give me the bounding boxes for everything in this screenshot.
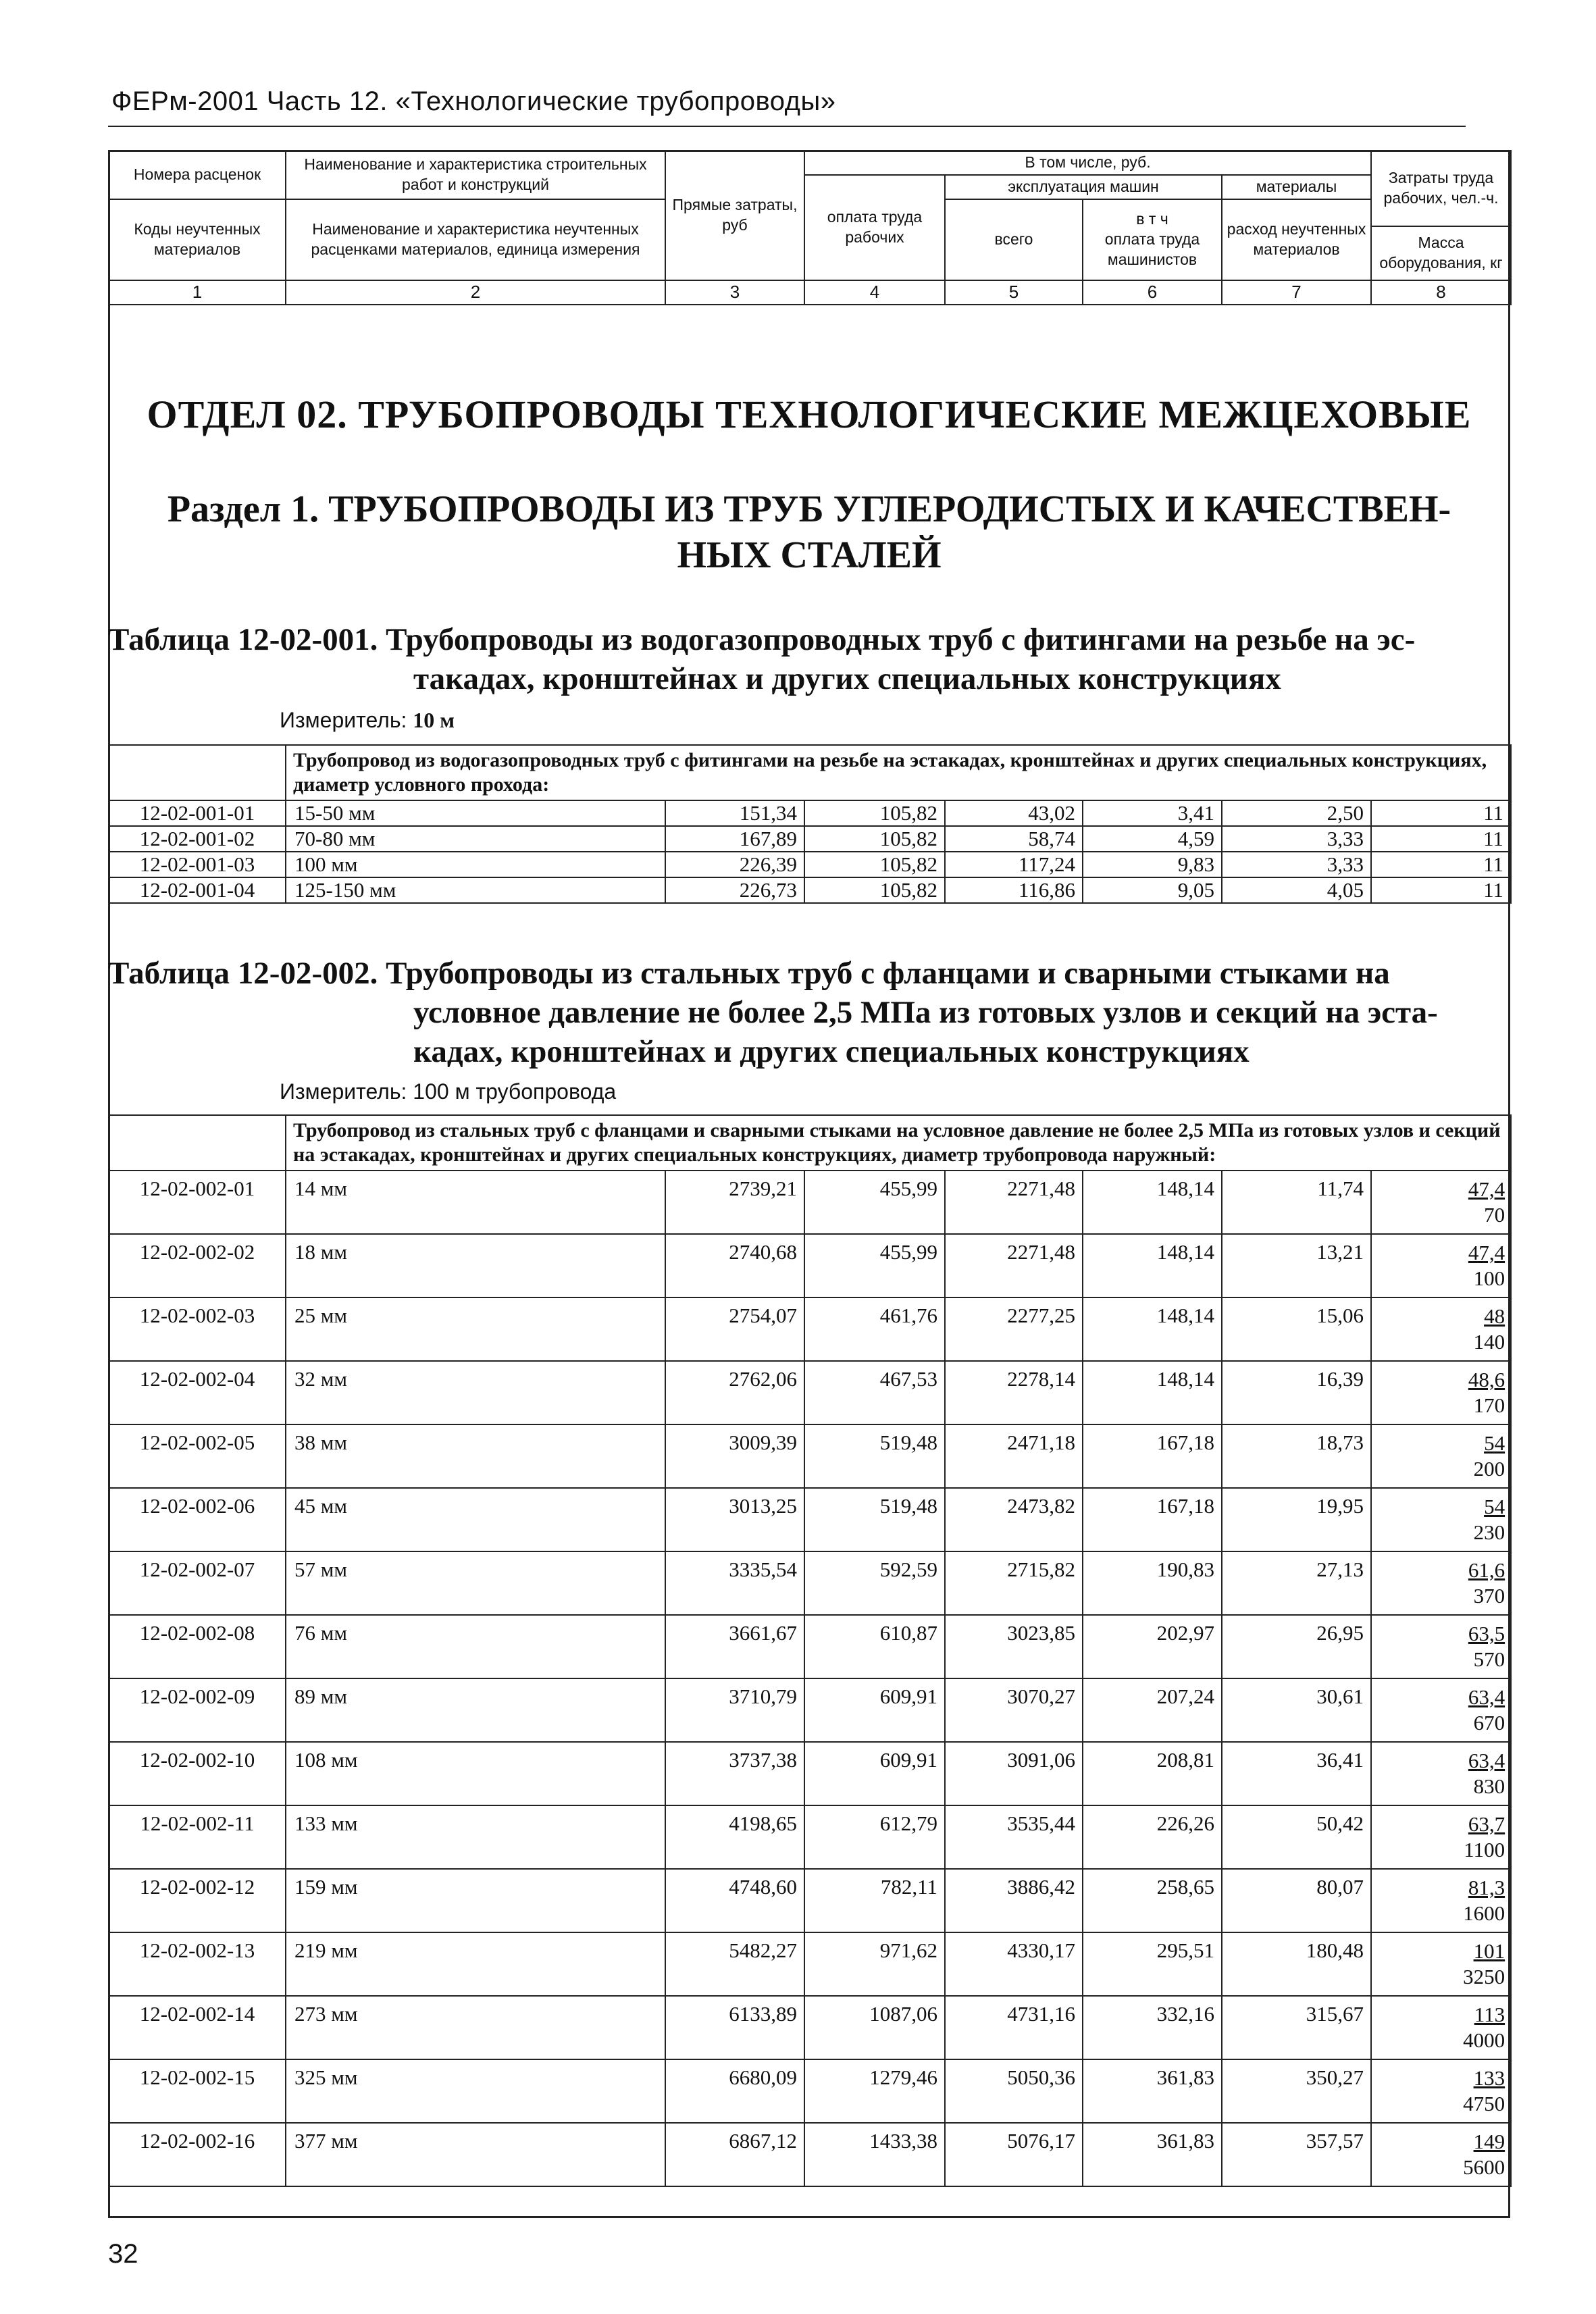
meter-value: 100 м трубопровода [413, 1079, 617, 1104]
work-name: 273 мм [286, 1996, 665, 2059]
table2 [108, 1114, 1512, 2187]
materials: 11,74 [1222, 1171, 1371, 1234]
materials: 315,67 [1222, 1996, 1371, 2059]
wages: 1087,06 [804, 1996, 945, 2059]
table-row [109, 1805, 1511, 1869]
machines-total: 2271,48 [945, 1171, 1083, 1234]
labor-mass-cell [1371, 2059, 1511, 2123]
labor-costs: 11 [1371, 877, 1511, 903]
rate-code: 12-02-001-04 [109, 877, 286, 903]
machinist-wages: 295,51 [1083, 1932, 1222, 1996]
materials: 18,73 [1222, 1424, 1371, 1488]
labor-mass-cell [1371, 1171, 1511, 1234]
machinist-wages: 148,14 [1083, 1297, 1222, 1361]
table-row [109, 1234, 1511, 1297]
column-header-table [108, 150, 1512, 305]
wages: 1279,46 [804, 2059, 945, 2123]
col-number: 1 [109, 280, 286, 305]
labor-costs: 63,4 [1468, 1749, 1505, 1772]
direct-costs: 6680,09 [665, 2059, 804, 2123]
machinist-wages: 167,18 [1083, 1424, 1222, 1488]
work-name: 100 мм [286, 852, 665, 877]
rate-code: 12-02-002-09 [109, 1678, 286, 1742]
equipment-mass: 230 [1473, 1520, 1505, 1544]
table2-title-line: Трубопроводы из стальных труб с фланцами и сварными стыками на [386, 956, 1390, 991]
machines-total: 117,24 [945, 852, 1083, 877]
header-machinist-wages-text: оплата труда машинистов [1104, 230, 1200, 268]
direct-costs: 2740,68 [665, 1234, 804, 1297]
machinist-wages: 258,65 [1083, 1869, 1222, 1932]
materials: 15,06 [1222, 1297, 1371, 1361]
header-material-names: Наименование и характеристика неучтенных расценками материалов, единица измерения [286, 199, 665, 280]
direct-costs: 2754,07 [665, 1297, 804, 1361]
header-materials-use: расход неучтенных материалов [1222, 199, 1371, 280]
wages: 105,82 [804, 800, 945, 826]
equipment-mass: 140 [1473, 1330, 1505, 1354]
labor-costs: 101 [1473, 1939, 1505, 1963]
materials: 350,27 [1222, 2059, 1371, 2123]
table2-title-lead: Таблица 12-02-002. [108, 956, 378, 991]
work-name: 38 мм [286, 1424, 665, 1488]
machinist-wages: 361,83 [1083, 2123, 1222, 2186]
machines-total: 116,86 [945, 877, 1083, 903]
machines-total: 3070,27 [945, 1678, 1083, 1742]
header-labor-costs: Затраты труда рабочих, чел.-ч. [1371, 151, 1511, 226]
equipment-mass: 3250 [1463, 1965, 1505, 1988]
machinist-wages: 4,59 [1083, 826, 1222, 852]
labor-mass-cell [1371, 1805, 1511, 1869]
rate-code: 12-02-002-12 [109, 1869, 286, 1932]
equipment-mass: 370 [1473, 1584, 1505, 1608]
labor-costs: 113 [1474, 2003, 1505, 2026]
labor-mass-cell [1371, 1361, 1511, 1424]
header-work-name: Наименование и характеристика строительных работ и конструкций [286, 151, 665, 199]
wages: 455,99 [804, 1234, 945, 1297]
labor-costs: 61,6 [1468, 1558, 1505, 1582]
col-number: 2 [286, 280, 665, 305]
section-title-line: НЫХ СТАЛЕЙ [677, 534, 942, 576]
equipment-mass: 4750 [1463, 2092, 1505, 2115]
work-name: 219 мм [286, 1932, 665, 1996]
work-name: 15-50 мм [286, 800, 665, 826]
machinist-wages: 361,83 [1083, 2059, 1222, 2123]
department-title: ОТДЕЛ 02. ТРУБОПРОВОДЫ ТЕХНОЛОГИЧЕСКИЕ МЕЖЦЕХОВЫЕ [147, 392, 1472, 436]
rate-code: 12-02-002-05 [109, 1424, 286, 1488]
header-materials: материалы [1222, 175, 1371, 199]
wages: 461,76 [804, 1297, 945, 1361]
labor-costs: 63,4 [1468, 1685, 1505, 1709]
machines-total: 2278,14 [945, 1361, 1083, 1424]
work-name: 125-150 мм [286, 877, 665, 903]
rate-code: 12-02-002-01 [109, 1171, 286, 1234]
labor-costs: 11 [1371, 826, 1511, 852]
materials: 357,57 [1222, 2123, 1371, 2186]
machinist-wages: 226,26 [1083, 1805, 1222, 1869]
table-row [109, 1297, 1511, 1361]
table-row [109, 1678, 1511, 1742]
table-row [109, 1361, 1511, 1424]
labor-costs: 149 [1473, 2130, 1505, 2153]
labor-mass-cell [1371, 1678, 1511, 1742]
machines-total: 58,74 [945, 826, 1083, 852]
materials: 2,50 [1222, 800, 1371, 826]
labor-mass-cell [1371, 1488, 1511, 1551]
table2-description: Трубопровод из стальных труб с фланцами и сварными стыками на условное давление не более 2,5 МПа из готовых узлов и секций на эстакадах, кронштейнах и других специальных конструкциях, диаметр трубопровода наружный: [286, 1115, 1511, 1171]
machines-total: 3535,44 [945, 1805, 1083, 1869]
wages: 609,91 [804, 1742, 945, 1805]
equipment-mass: 200 [1473, 1457, 1505, 1481]
work-name: 377 мм [286, 2123, 665, 2186]
materials: 50,42 [1222, 1805, 1371, 1869]
equipment-mass: 1600 [1463, 1901, 1505, 1925]
materials: 80,07 [1222, 1869, 1371, 1932]
equipment-mass: 570 [1473, 1647, 1505, 1671]
table-row [109, 1869, 1511, 1932]
machinist-wages: 207,24 [1083, 1678, 1222, 1742]
machines-total: 4330,17 [945, 1932, 1083, 1996]
labor-mass-cell [1371, 1996, 1511, 2059]
materials: 36,41 [1222, 1742, 1371, 1805]
rate-code: 12-02-002-14 [109, 1996, 286, 2059]
wages: 455,99 [804, 1171, 945, 1234]
work-name: 57 мм [286, 1551, 665, 1615]
work-name: 14 мм [286, 1171, 665, 1234]
machines-total: 43,02 [945, 800, 1083, 826]
equipment-mass: 70 [1484, 1203, 1505, 1227]
direct-costs: 3013,25 [665, 1488, 804, 1551]
materials: 4,05 [1222, 877, 1371, 903]
rate-code: 12-02-002-11 [109, 1805, 286, 1869]
work-name: 325 мм [286, 2059, 665, 2123]
wages: 519,48 [804, 1424, 945, 1488]
labor-mass-cell [1371, 2123, 1511, 2186]
work-name: 32 мм [286, 1361, 665, 1424]
labor-costs: 47,4 [1468, 1241, 1505, 1264]
labor-mass-cell [1371, 1869, 1511, 1932]
meter-label: Измеритель: [280, 1079, 407, 1104]
wages: 612,79 [804, 1805, 945, 1869]
direct-costs: 4198,65 [665, 1805, 804, 1869]
header-machinist-wages [1083, 199, 1222, 280]
table-row [109, 826, 1511, 852]
equipment-mass: 5600 [1463, 2155, 1505, 2179]
table1-title [108, 620, 1506, 698]
wages: 105,82 [804, 852, 945, 877]
machines-total: 3091,06 [945, 1742, 1083, 1805]
direct-costs: 3009,39 [665, 1424, 804, 1488]
wages: 592,59 [804, 1551, 945, 1615]
labor-costs: 11 [1371, 800, 1511, 826]
work-name: 25 мм [286, 1297, 665, 1361]
direct-costs: 2739,21 [665, 1171, 804, 1234]
table1-title-line: такадах, кронштейнах и других специальных конструкциях [413, 661, 1281, 696]
table-row [109, 2123, 1511, 2186]
labor-costs: 81,3 [1468, 1876, 1505, 1899]
table1-description: Трубопровод из водогазопроводных труб с фитингами на резьбе на эстакадах, кронштейнах и других специальных конструкциях, диаметр условного прохода: [286, 745, 1511, 800]
equipment-mass: 670 [1473, 1711, 1505, 1734]
machines-total: 2271,48 [945, 1234, 1083, 1297]
table-row [109, 1551, 1511, 1615]
header-machines: эксплуатация машин [945, 175, 1222, 199]
machinist-wages: 332,16 [1083, 1996, 1222, 2059]
materials: 30,61 [1222, 1678, 1371, 1742]
rate-code: 12-02-002-13 [109, 1932, 286, 1996]
rate-code: 12-02-002-15 [109, 2059, 286, 2123]
table-row [109, 1424, 1511, 1488]
labor-mass-cell [1371, 1234, 1511, 1297]
table-row [109, 1742, 1511, 1805]
materials: 27,13 [1222, 1551, 1371, 1615]
equipment-mass: 830 [1473, 1774, 1505, 1798]
work-name: 76 мм [286, 1615, 665, 1678]
rate-code: 12-02-001-01 [109, 800, 286, 826]
rate-code: 12-02-001-02 [109, 826, 286, 852]
machinist-wages: 167,18 [1083, 1488, 1222, 1551]
machines-total: 3023,85 [945, 1615, 1083, 1678]
section-title-line: Раздел 1. ТРУБОПРОВОДЫ ИЗ ТРУБ УГЛЕРОДИСТЫХ И КАЧЕСТВЕН- [167, 488, 1451, 530]
rate-code: 12-02-002-07 [109, 1551, 286, 1615]
labor-costs: 48 [1484, 1304, 1505, 1328]
machinist-wages: 9,05 [1083, 877, 1222, 903]
work-name: 133 мм [286, 1805, 665, 1869]
labor-mass-cell [1371, 1424, 1511, 1488]
table-row [109, 1615, 1511, 1678]
col-number: 6 [1083, 280, 1222, 305]
wages: 782,11 [804, 1869, 945, 1932]
rate-code: 12-02-002-04 [109, 1361, 286, 1424]
machines-total: 3886,42 [945, 1869, 1083, 1932]
running-header: ФЕРм-2001 Часть 12. «Технологические трубопроводы» [111, 86, 836, 116]
equipment-mass: 170 [1473, 1393, 1505, 1417]
machinist-wages: 148,14 [1083, 1234, 1222, 1297]
table1-title-line: Трубопроводы из водогазопроводных труб с фитингами на резьбе на эс- [386, 622, 1416, 657]
table2-title [108, 954, 1506, 1071]
direct-costs: 151,34 [665, 800, 804, 826]
machinist-wages: 148,14 [1083, 1171, 1222, 1234]
header-material-codes: Коды неучтенных материалов [109, 199, 286, 280]
blank-cell [109, 745, 286, 800]
table1-meter [280, 708, 455, 733]
header-rate-numbers: Номера расценок [109, 151, 286, 199]
direct-costs: 226,39 [665, 852, 804, 877]
rate-code: 12-02-002-16 [109, 2123, 286, 2186]
machines-total: 5050,36 [945, 2059, 1083, 2123]
page-number: 32 [108, 2239, 138, 2269]
col-number: 7 [1222, 280, 1371, 305]
section-title [108, 486, 1510, 578]
col-number: 3 [665, 280, 804, 305]
machines-total: 5076,17 [945, 2123, 1083, 2186]
materials: 13,21 [1222, 1234, 1371, 1297]
rate-code: 12-02-001-03 [109, 852, 286, 877]
header-wages: оплата труда рабочих [804, 175, 945, 280]
work-name: 89 мм [286, 1678, 665, 1742]
table1-title-lead: Таблица 12-02-001. [108, 622, 378, 657]
rate-code: 12-02-002-06 [109, 1488, 286, 1551]
col-number: 4 [804, 280, 945, 305]
table1 [108, 744, 1512, 904]
wages: 105,82 [804, 877, 945, 903]
col-number: 5 [945, 280, 1083, 305]
labor-costs: 54 [1484, 1495, 1505, 1518]
header-machines-total: всего [945, 199, 1083, 280]
labor-mass-cell [1371, 1615, 1511, 1678]
direct-costs: 4748,60 [665, 1869, 804, 1932]
rate-code: 12-02-002-10 [109, 1742, 286, 1805]
machinist-wages: 190,83 [1083, 1551, 1222, 1615]
direct-costs: 167,89 [665, 826, 804, 852]
wages: 609,91 [804, 1678, 945, 1742]
table-row [109, 877, 1511, 903]
wages: 467,53 [804, 1361, 945, 1424]
header-rule [108, 126, 1466, 127]
table-row [109, 1996, 1511, 2059]
wages: 1433,38 [804, 2123, 945, 2186]
header-mass: Масса оборудования, кг [1371, 226, 1511, 280]
direct-costs: 3661,67 [665, 1615, 804, 1678]
machines-total: 2473,82 [945, 1488, 1083, 1551]
materials: 19,95 [1222, 1488, 1371, 1551]
table-row [109, 2059, 1511, 2123]
blank-cell [109, 1115, 286, 1171]
labor-costs: 63,5 [1468, 1622, 1505, 1645]
machinist-wages: 9,83 [1083, 852, 1222, 877]
labor-costs: 54 [1484, 1431, 1505, 1455]
machines-total: 4731,16 [945, 1996, 1083, 2059]
wages: 610,87 [804, 1615, 945, 1678]
machines-total: 2277,25 [945, 1297, 1083, 1361]
header-including: В том числе, руб. [804, 151, 1371, 175]
labor-costs: 133 [1473, 2066, 1505, 2090]
materials: 3,33 [1222, 826, 1371, 852]
table2-title-line: кадах, кронштейнах и других специальных конструкциях [413, 1034, 1250, 1069]
direct-costs: 226,73 [665, 877, 804, 903]
table2-meter [280, 1079, 616, 1104]
table-row [109, 1932, 1511, 1996]
materials: 26,95 [1222, 1615, 1371, 1678]
rate-code: 12-02-002-03 [109, 1297, 286, 1361]
rate-code: 12-02-002-02 [109, 1234, 286, 1297]
labor-mass-cell [1371, 1742, 1511, 1805]
labor-mass-cell [1371, 1297, 1511, 1361]
work-name: 45 мм [286, 1488, 665, 1551]
labor-costs: 63,7 [1468, 1812, 1505, 1836]
work-name: 70-80 мм [286, 826, 665, 852]
wages: 971,62 [804, 1932, 945, 1996]
direct-costs: 3737,38 [665, 1742, 804, 1805]
machinist-wages: 202,97 [1083, 1615, 1222, 1678]
direct-costs: 6133,89 [665, 1996, 804, 2059]
table-row [109, 1171, 1511, 1234]
equipment-mass: 1100 [1464, 1838, 1505, 1861]
direct-costs: 3335,54 [665, 1551, 804, 1615]
materials: 180,48 [1222, 1932, 1371, 1996]
work-name: 108 мм [286, 1742, 665, 1805]
work-name: 159 мм [286, 1869, 665, 1932]
direct-costs: 5482,27 [665, 1932, 804, 1996]
direct-costs: 3710,79 [665, 1678, 804, 1742]
table2-title-line: условное давление не более 2,5 МПа из готовых узлов и секций на эста- [413, 995, 1438, 1030]
labor-mass-cell [1371, 1932, 1511, 1996]
wages: 519,48 [804, 1488, 945, 1551]
materials: 3,33 [1222, 852, 1371, 877]
machines-total: 2715,82 [945, 1551, 1083, 1615]
rate-code: 12-02-002-08 [109, 1615, 286, 1678]
materials: 16,39 [1222, 1361, 1371, 1424]
meter-label: Измеритель: [280, 708, 407, 732]
machinist-wages: 3,41 [1083, 800, 1222, 826]
header-incl-short: в т ч [1136, 209, 1168, 228]
direct-costs: 6867,12 [665, 2123, 804, 2186]
meter-value: 10 м [413, 708, 455, 732]
header-direct-costs: Прямые затраты, руб [665, 151, 804, 280]
table-row [109, 852, 1511, 877]
wages: 105,82 [804, 826, 945, 852]
labor-costs: 47,4 [1468, 1177, 1505, 1201]
direct-costs: 2762,06 [665, 1361, 804, 1424]
machines-total: 2471,18 [945, 1424, 1083, 1488]
labor-costs: 11 [1371, 852, 1511, 877]
equipment-mass: 100 [1473, 1266, 1505, 1290]
labor-mass-cell [1371, 1551, 1511, 1615]
col-number: 8 [1371, 280, 1511, 305]
labor-costs: 48,6 [1468, 1368, 1505, 1391]
table-row [109, 800, 1511, 826]
machinist-wages: 148,14 [1083, 1361, 1222, 1424]
machinist-wages: 208,81 [1083, 1742, 1222, 1805]
work-name: 18 мм [286, 1234, 665, 1297]
equipment-mass: 4000 [1463, 2028, 1505, 2052]
table-row [109, 1488, 1511, 1551]
